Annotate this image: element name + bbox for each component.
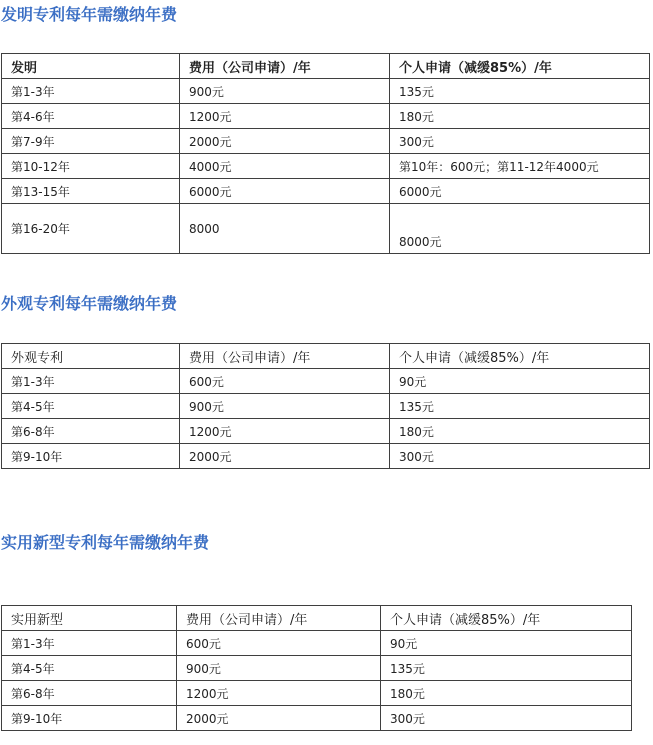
invention-fee-table [1, 53, 650, 254]
period-cell: 第9-10年 [2, 706, 177, 731]
company-fee-cell: 1200元 [180, 104, 390, 129]
table-row [2, 369, 650, 394]
company-fee-cell: 900元 [180, 79, 390, 104]
column-header-personal-fee: 个人申请（减缓85%）/年 [381, 606, 632, 631]
personal-fee-cell: 180元 [390, 419, 650, 444]
period-cell: 第13-15年 [2, 179, 180, 204]
column-header-company-fee: 费用（公司申请）/年 [180, 54, 390, 79]
personal-fee-cell: 300元 [381, 706, 632, 731]
column-header-category: 外观专利 [2, 344, 180, 369]
personal-fee-cell: 8000元 [390, 204, 650, 254]
period-cell: 第16-20年 [2, 204, 180, 254]
column-header-category: 发明 [2, 54, 180, 79]
company-fee-cell: 900元 [180, 394, 390, 419]
period-cell: 第4-5年 [2, 656, 177, 681]
personal-fee-cell: 6000元 [390, 179, 650, 204]
table-row [2, 681, 632, 706]
personal-fee-cell: 300元 [390, 444, 650, 469]
table-row [2, 154, 650, 179]
table-row [2, 79, 650, 104]
period-cell: 第4-5年 [2, 394, 180, 419]
table-row [2, 129, 650, 154]
table-header-row [2, 606, 632, 631]
table-row [2, 706, 632, 731]
company-fee-cell: 2000元 [180, 129, 390, 154]
invention-patent-heading: 发明专利每年需缴纳年费 [1, 5, 178, 24]
table-row [2, 204, 650, 254]
column-header-category: 实用新型 [2, 606, 177, 631]
column-header-company-fee: 费用（公司申请）/年 [177, 606, 381, 631]
personal-fee-cell: 300元 [390, 129, 650, 154]
table-row [2, 179, 650, 204]
company-fee-cell: 600元 [177, 631, 381, 656]
table-header-row [2, 54, 650, 79]
company-fee-cell: 8000 [180, 204, 390, 254]
company-fee-cell: 2000元 [177, 706, 381, 731]
period-cell: 第1-3年 [2, 79, 180, 104]
table-row [2, 444, 650, 469]
personal-fee-cell: 180元 [390, 104, 650, 129]
company-fee-cell: 1200元 [180, 419, 390, 444]
company-fee-cell: 1200元 [177, 681, 381, 706]
personal-fee-cell: 第10年：600元；第11-12年4000元 [390, 154, 650, 179]
table-row [2, 394, 650, 419]
column-header-company-fee: 费用（公司申请）/年 [180, 344, 390, 369]
company-fee-cell: 600元 [180, 369, 390, 394]
period-cell: 第9-10年 [2, 444, 180, 469]
company-fee-cell: 900元 [177, 656, 381, 681]
column-header-personal-fee: 个人申请（减缓85%）/年 [390, 344, 650, 369]
column-header-personal-fee: 个人申请（减缓85%）/年 [390, 54, 650, 79]
personal-fee-cell: 135元 [390, 79, 650, 104]
personal-fee-cell: 90元 [381, 631, 632, 656]
company-fee-cell: 6000元 [180, 179, 390, 204]
personal-fee-cell: 180元 [381, 681, 632, 706]
period-cell: 第4-6年 [2, 104, 180, 129]
period-cell: 第7-9年 [2, 129, 180, 154]
period-cell: 第10-12年 [2, 154, 180, 179]
period-cell: 第1-3年 [2, 631, 177, 656]
design-patent-heading: 外观专利每年需缴纳年费 [1, 294, 178, 313]
personal-fee-cell: 90元 [390, 369, 650, 394]
table-row [2, 656, 632, 681]
personal-fee-cell: 135元 [390, 394, 650, 419]
design-fee-table [1, 343, 650, 469]
table-row [2, 104, 650, 129]
period-cell: 第6-8年 [2, 681, 177, 706]
table-row [2, 419, 650, 444]
personal-fee-cell: 135元 [381, 656, 632, 681]
utility-model-fee-table [1, 605, 632, 731]
company-fee-cell: 2000元 [180, 444, 390, 469]
table-row [2, 631, 632, 656]
company-fee-cell: 4000元 [180, 154, 390, 179]
table-header-row [2, 344, 650, 369]
utility-model-heading: 实用新型专利每年需缴纳年费 [1, 533, 210, 552]
period-cell: 第6-8年 [2, 419, 180, 444]
period-cell: 第1-3年 [2, 369, 180, 394]
